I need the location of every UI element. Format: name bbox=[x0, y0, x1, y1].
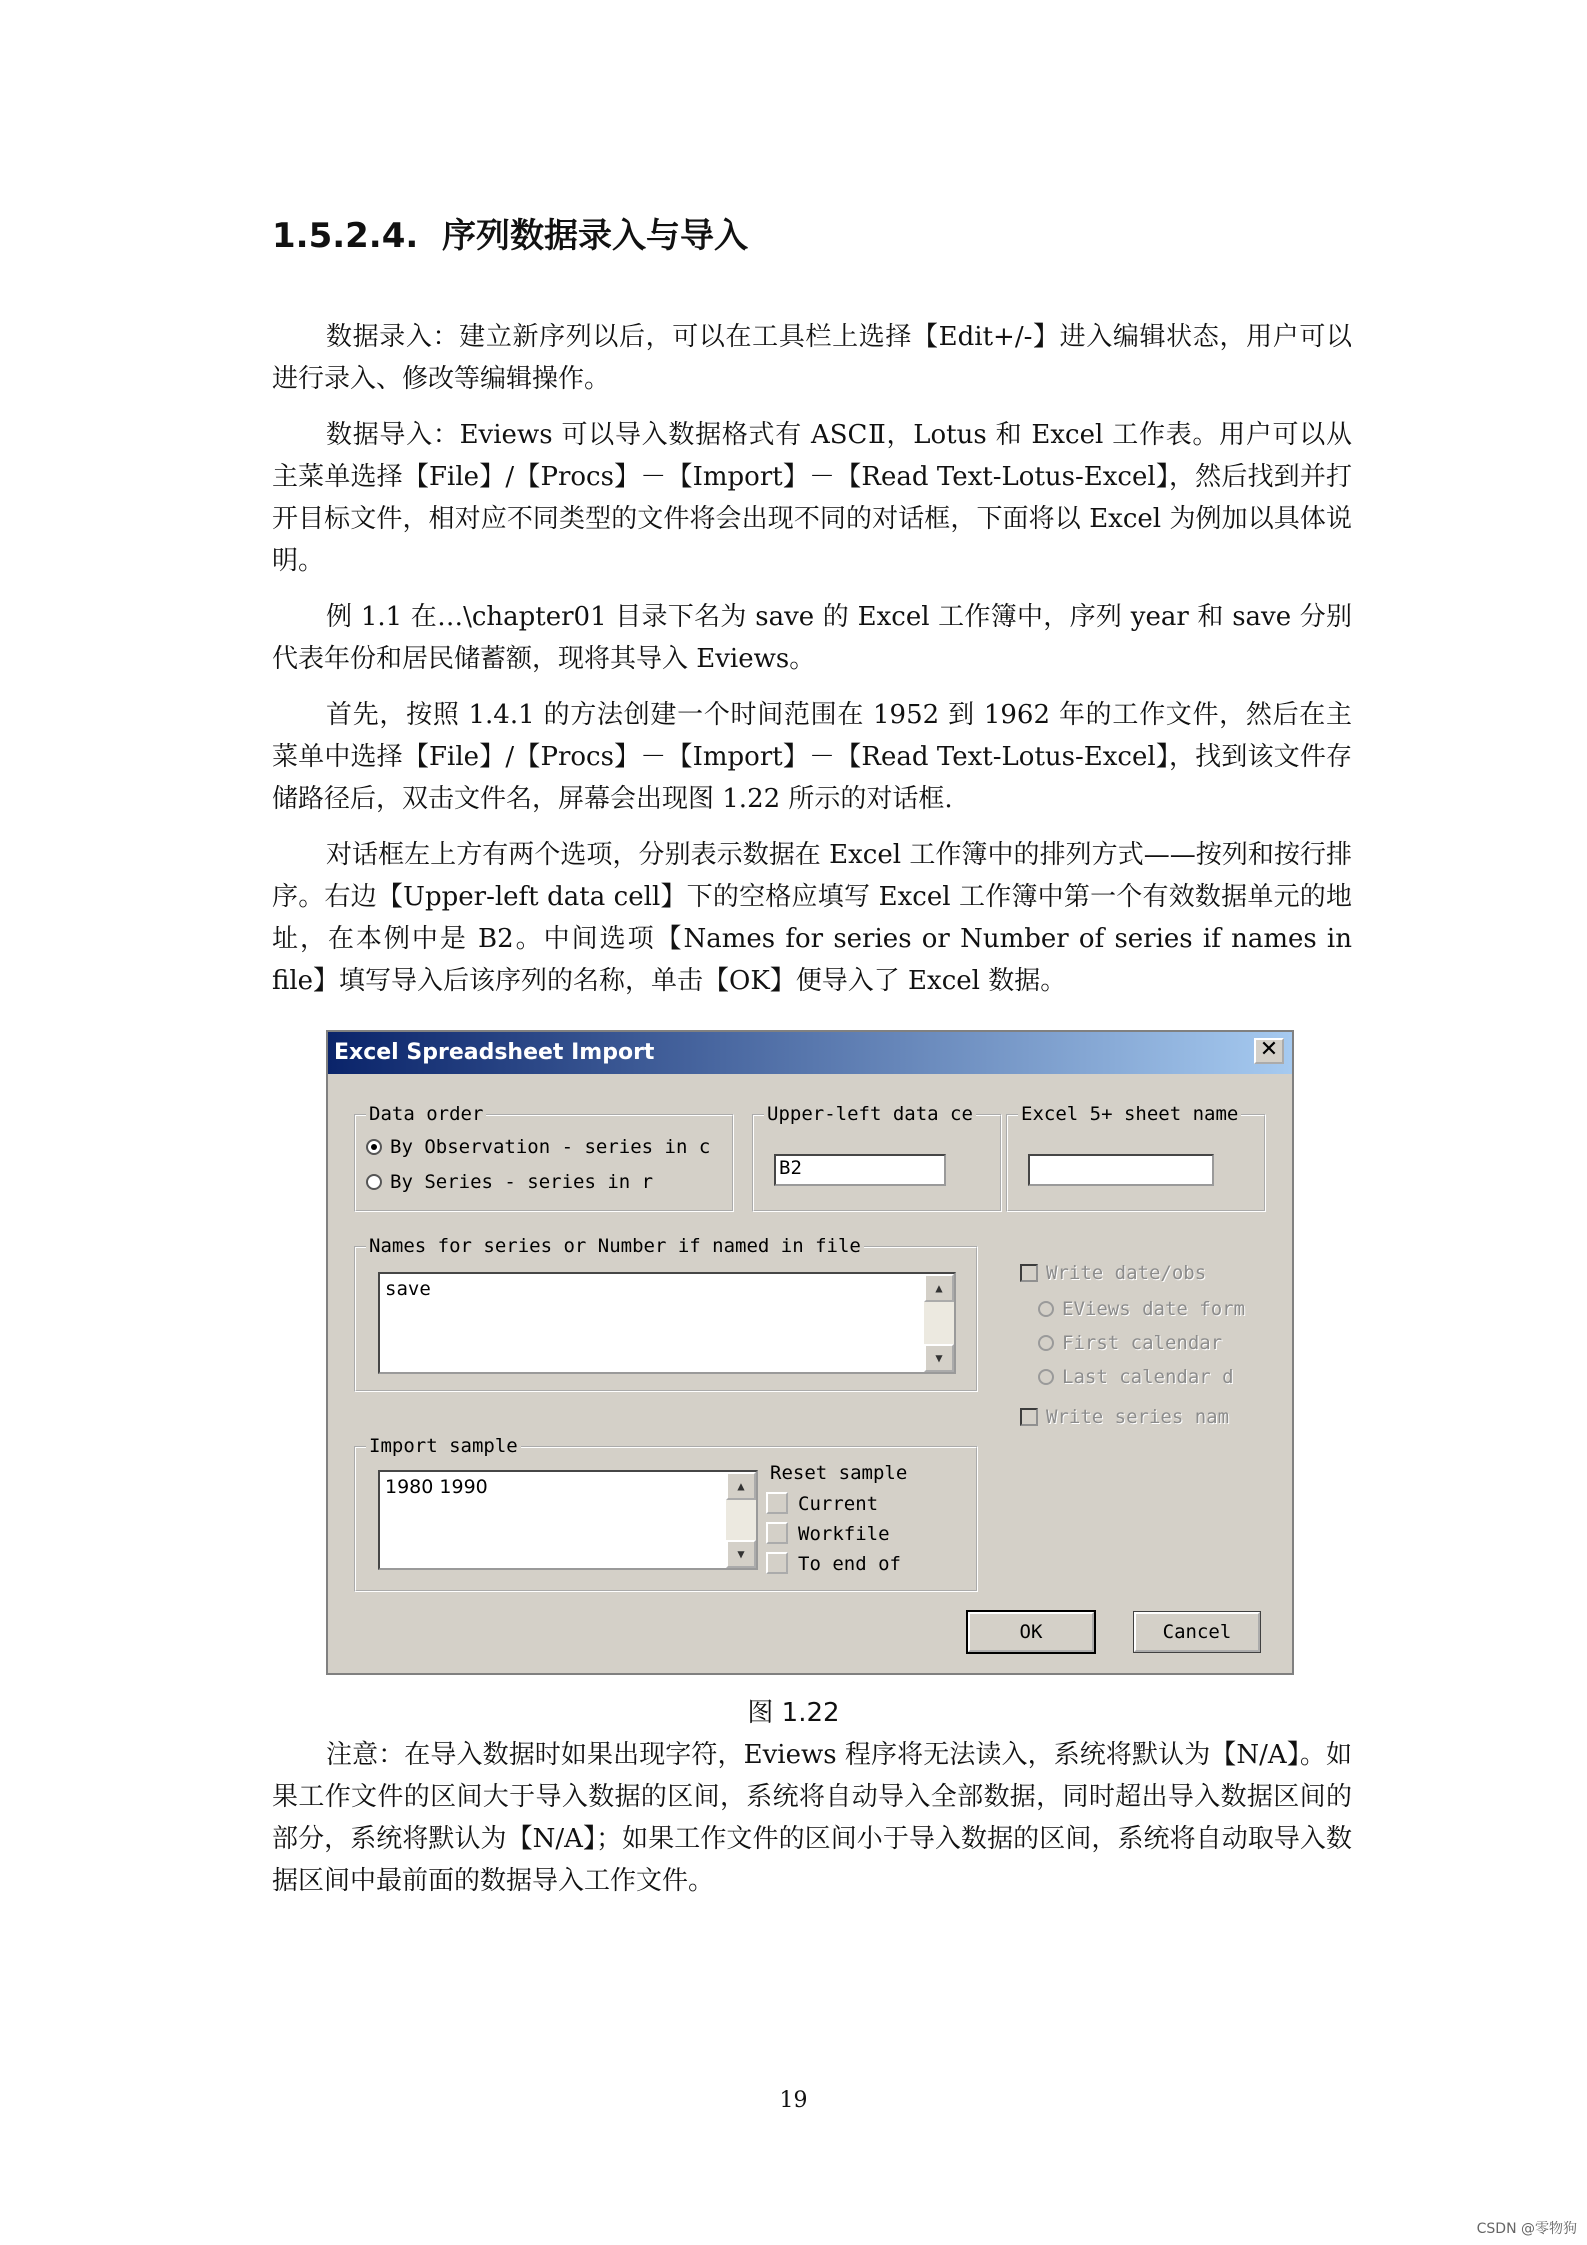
button-square-icon bbox=[766, 1552, 788, 1574]
radio-by-observation[interactable] bbox=[366, 1136, 710, 1158]
checkbox-icon bbox=[1020, 1264, 1038, 1282]
data-order-group bbox=[354, 1103, 734, 1212]
reset-sample-panel bbox=[760, 1454, 972, 1586]
paragraph-example: 例 1.1 在…\chapter01 目录下名为 save 的 Excel 工作簿中，序列 year 和 save 分别代表年份和居民储蓄额，现将其导入 Eviews。 bbox=[272, 602, 1352, 674]
excel-import-dialog bbox=[326, 1030, 1294, 1675]
radio-first-calendar[interactable] bbox=[1038, 1332, 1222, 1354]
radio-first-calendar-label: First calendar bbox=[1062, 1332, 1223, 1354]
scroll-down-icon[interactable]: ▼ bbox=[924, 1344, 954, 1372]
paragraph-data-import: 数据导入：Eviews 可以导入数据格式有 ASCⅡ，Lotus 和 Excel 工作表。用户可以从主菜单选择【File】/【Procs】－【Import】－【Read Text-Lotus-Excel】，然后找到并打开目标文件，相对应不同类型的文件将会出现不同的对话框，下面将以 Excel 为例加以具体说明。 bbox=[272, 420, 1352, 576]
reset-current-button[interactable] bbox=[766, 1492, 878, 1515]
radio-by-series-label: By Series - series in r bbox=[390, 1171, 654, 1193]
radio-eviews-date-label: EViews date form bbox=[1062, 1298, 1246, 1320]
close-button[interactable] bbox=[1254, 1038, 1284, 1064]
dialog-titlebar[interactable] bbox=[328, 1032, 1292, 1074]
radio-by-series[interactable] bbox=[366, 1171, 653, 1193]
data-order-label: Data order bbox=[366, 1103, 486, 1125]
radio-unselected-icon bbox=[1038, 1301, 1054, 1317]
upper-left-cell-group bbox=[752, 1103, 1002, 1212]
figure-caption: 图 1.22 bbox=[747, 1698, 840, 1728]
radio-last-calendar[interactable] bbox=[1038, 1366, 1234, 1388]
dialog-title: Excel Spreadsheet Import bbox=[334, 1040, 655, 1065]
section-number: 1.5.2.4. bbox=[272, 216, 419, 256]
paragraph-steps: 首先，按照 1.4.1 的方法创建一个时间范围在 1952 到 1962 年的工作文件，然后在主菜单中选择【File】/【Procs】－【Import】－【Read Text-Lotus-Excel】，找到该文件存储路径后，双击文件名，屏幕会出现图 1.22 所示的对话框. bbox=[272, 700, 1352, 814]
section-heading bbox=[272, 208, 748, 257]
import-sample-value: 1980 1990 bbox=[385, 1476, 488, 1498]
paragraph-data-entry: 数据录入：建立新序列以后，可以在工具栏上选择【Edit+/-】进入编辑状态，用户可以进行录入、修改等编辑操作。 bbox=[272, 322, 1352, 394]
series-names-scrollbar[interactable] bbox=[924, 1274, 954, 1372]
reset-to-end-button[interactable] bbox=[766, 1552, 901, 1575]
upper-left-cell-label: Upper-left data ce bbox=[764, 1103, 976, 1125]
paragraph-note: 注意：在导入数据时如果出现字符，Eviews 程序将无法读入，系统将默认为【N/A】。如果工作文件的区间大于导入数据的区间，系统将自动导入全部数据，同时超出导入数据区间的部分，系统将默认为【N/A】；如果工作文件的区间小于导入数据的区间，系统将自动取导入数据区间中最前面的数据导入工作文件。 bbox=[272, 1740, 1352, 1896]
radio-eviews-date-format[interactable] bbox=[1038, 1298, 1245, 1320]
watermark: CSDN @零物狗 bbox=[1476, 2221, 1577, 2237]
radio-selected-icon bbox=[366, 1139, 382, 1155]
reset-workfile-button[interactable] bbox=[766, 1522, 890, 1545]
paragraph-dialog-explanation: 对话框左上方有两个选项，分别表示数据在 Excel 工作簿中的排列方式——按列和按行排序。右边【Upper-left data cell】下的空格应填写 Excel 工作簿中第一个有效数据单元的地址，在本例中是 B2。中间选项【Names for series or Number of series if names in file】填写导入后该序列的名称，单击【OK】便导入了 Excel 数据。 bbox=[272, 840, 1352, 996]
section-title: 序列数据录入与导入 bbox=[442, 216, 748, 256]
reset-workfile-label: Workfile bbox=[798, 1523, 890, 1545]
series-names-group bbox=[354, 1235, 978, 1392]
button-square-icon bbox=[766, 1522, 788, 1544]
page-number: 19 bbox=[779, 2088, 808, 2113]
radio-unselected-icon bbox=[1038, 1335, 1054, 1351]
scroll-down-icon[interactable]: ▼ bbox=[726, 1540, 756, 1568]
scroll-up-icon[interactable]: ▲ bbox=[726, 1472, 756, 1500]
reset-sample-label: Reset sample bbox=[770, 1462, 908, 1484]
radio-unselected-icon bbox=[1038, 1369, 1054, 1385]
reset-to-end-label: To end of bbox=[798, 1553, 901, 1575]
sheet-name-input[interactable] bbox=[1028, 1154, 1214, 1186]
series-names-value: save bbox=[385, 1278, 431, 1300]
sheet-name-label: Excel 5+ sheet name bbox=[1018, 1103, 1241, 1125]
write-series-names-checkbox[interactable] bbox=[1020, 1406, 1229, 1428]
scroll-up-icon[interactable]: ▲ bbox=[924, 1274, 954, 1302]
sheet-name-group bbox=[1006, 1103, 1266, 1212]
reset-current-label: Current bbox=[798, 1493, 879, 1515]
close-icon: ✕ bbox=[1259, 1037, 1279, 1062]
import-sample-scrollbar[interactable] bbox=[726, 1472, 756, 1568]
series-names-label: Names for series or Number if named in file bbox=[366, 1235, 864, 1257]
write-series-names-label: Write series nam bbox=[1046, 1406, 1230, 1428]
radio-unselected-icon bbox=[366, 1174, 382, 1190]
cancel-button[interactable]: Cancel bbox=[1134, 1612, 1260, 1652]
ok-button[interactable]: OK bbox=[968, 1612, 1094, 1652]
import-sample-textarea[interactable] bbox=[378, 1470, 758, 1570]
button-square-icon bbox=[766, 1492, 788, 1514]
radio-by-observation-label: By Observation - series in c bbox=[390, 1136, 711, 1158]
write-date-label: Write date/obs bbox=[1046, 1262, 1207, 1284]
import-sample-group bbox=[354, 1435, 978, 1592]
write-date-checkbox[interactable] bbox=[1020, 1262, 1206, 1284]
series-names-textarea[interactable] bbox=[378, 1272, 956, 1374]
import-sample-label: Import sample bbox=[366, 1435, 521, 1457]
radio-last-calendar-label: Last calendar d bbox=[1062, 1366, 1234, 1388]
checkbox-icon bbox=[1020, 1408, 1038, 1426]
upper-left-cell-input[interactable]: B2 bbox=[774, 1154, 946, 1186]
